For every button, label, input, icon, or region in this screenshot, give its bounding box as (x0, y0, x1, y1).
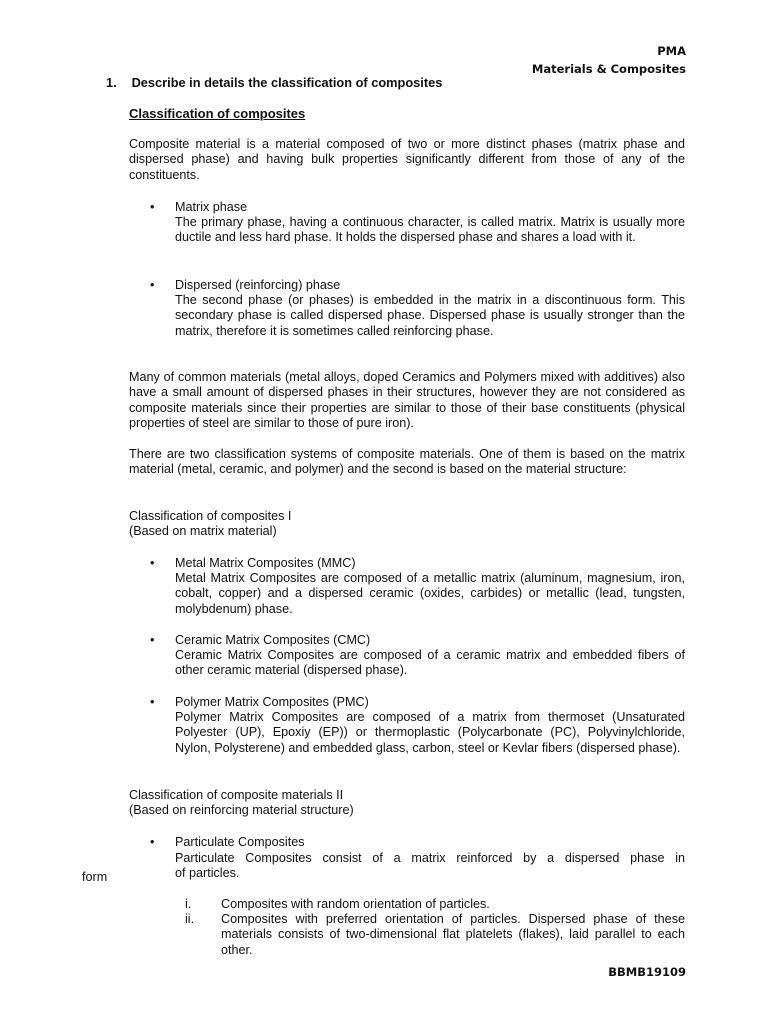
pmc-title: Polymer Matrix Composites (PMC) (175, 695, 369, 709)
question-heading (106, 75, 442, 90)
classification-1-title: Classification of composites I (129, 509, 292, 523)
subitem-number: i. (185, 897, 192, 911)
paragraph-many-materials: Many of common materials (metal alloys, doped Ceramics and Polymers mixed with additives) also have a small amount of dispersed phases in their structures, however they are not considered as composite materials since their properties are similar to those of their base constituents (physical properties of steel are similar to those of pure iron). (129, 370, 685, 431)
cmc-title: Ceramic Matrix Composites (CMC) (175, 633, 371, 647)
subitem-text: Composites with preferred orientation of particles. Dispersed phase of these materials consists of two-dimensional flat platelets (flakes), laid parallel to each other. (221, 912, 685, 957)
question-text: Describe in details the classification of composites (131, 75, 443, 90)
subitem-text: Composites with random orientation of particles. (221, 897, 490, 911)
section-title: Classification of composites (129, 106, 306, 121)
phase-text-dispersed: The second phase (or phases) is embedded in the matrix in a discontinuous form. This secondary phase is called dispersed phase. Dispersed phase is usually stronger than the matrix, therefore it is sometimes called reinforcing phase. (175, 293, 685, 338)
mmc-text: Metal Matrix Composites are composed of a metallic matrix (aluminum, magnesium, iron, cobalt, copper) and a dispersed ceramic (oxides, carbides) or metallic (lead, tungsten, molybdenum) phase. (175, 571, 685, 616)
particulate-title: Particulate Composites (175, 835, 305, 849)
pmc-text: Polymer Matrix Composites are composed of a matrix from thermoset (Unsaturated Polyester (UP), Epoxiy (EP)) or thermoplastic (Polycarbonate (PC), Polyvinylchloride, Nylon, Polysterene) and embedded glass, carbon, steel or Kevlar fibers (dispersed phase). (175, 710, 685, 755)
header-line-1: PMA (657, 44, 686, 58)
bullet: • (150, 200, 155, 214)
bullet: • (150, 633, 155, 647)
question-number: 1. (106, 75, 117, 90)
particulate-form-word: form (82, 870, 108, 884)
bullet: • (150, 695, 155, 709)
subitem-number: ii. (185, 912, 195, 926)
cmc-text: Ceramic Matrix Composites are composed of a ceramic matrix and embedded fibers of other ceramic material (dispersed phase). (175, 648, 685, 678)
classification-2-title: Classification of composite materials II (129, 788, 344, 802)
classification-1-subtitle: (Based on matrix material) (129, 524, 277, 538)
phase-text-matrix: The primary phase, having a continuous character, is called matrix. Matrix is usually more ductile and less hard phase. It holds the dispersed phase and shares a load with it. (175, 215, 685, 245)
phase-title-matrix: Matrix phase (175, 200, 248, 214)
bullet: • (150, 835, 155, 849)
particulate-line-1: Particulate Composites consist of a matrix reinforced by a dispersed phase in (175, 851, 685, 865)
footer-code: BBMB19109 (608, 965, 686, 979)
bullet: • (150, 556, 155, 570)
phase-title-dispersed: Dispersed (reinforcing) phase (175, 278, 341, 292)
paragraph-two-systems: There are two classification systems of composite materials. One of them is based on the matrix material (metal, ceramic, and polymer) and the second is based on the material structure: (129, 447, 685, 477)
particulate-line-2: of particles. (175, 866, 240, 880)
header-line-2: Materials & Composites (531, 62, 686, 76)
mmc-title: Metal Matrix Composites (MMC) (175, 556, 356, 570)
intro-paragraph: Composite material is a material composed of two or more distinct phases (matrix phase and dispersed phase) and having bulk properties significantly different from those of any of the constituents. (129, 137, 685, 182)
bullet: • (150, 278, 155, 292)
classification-2-subtitle: (Based on reinforcing material structure) (129, 803, 354, 817)
